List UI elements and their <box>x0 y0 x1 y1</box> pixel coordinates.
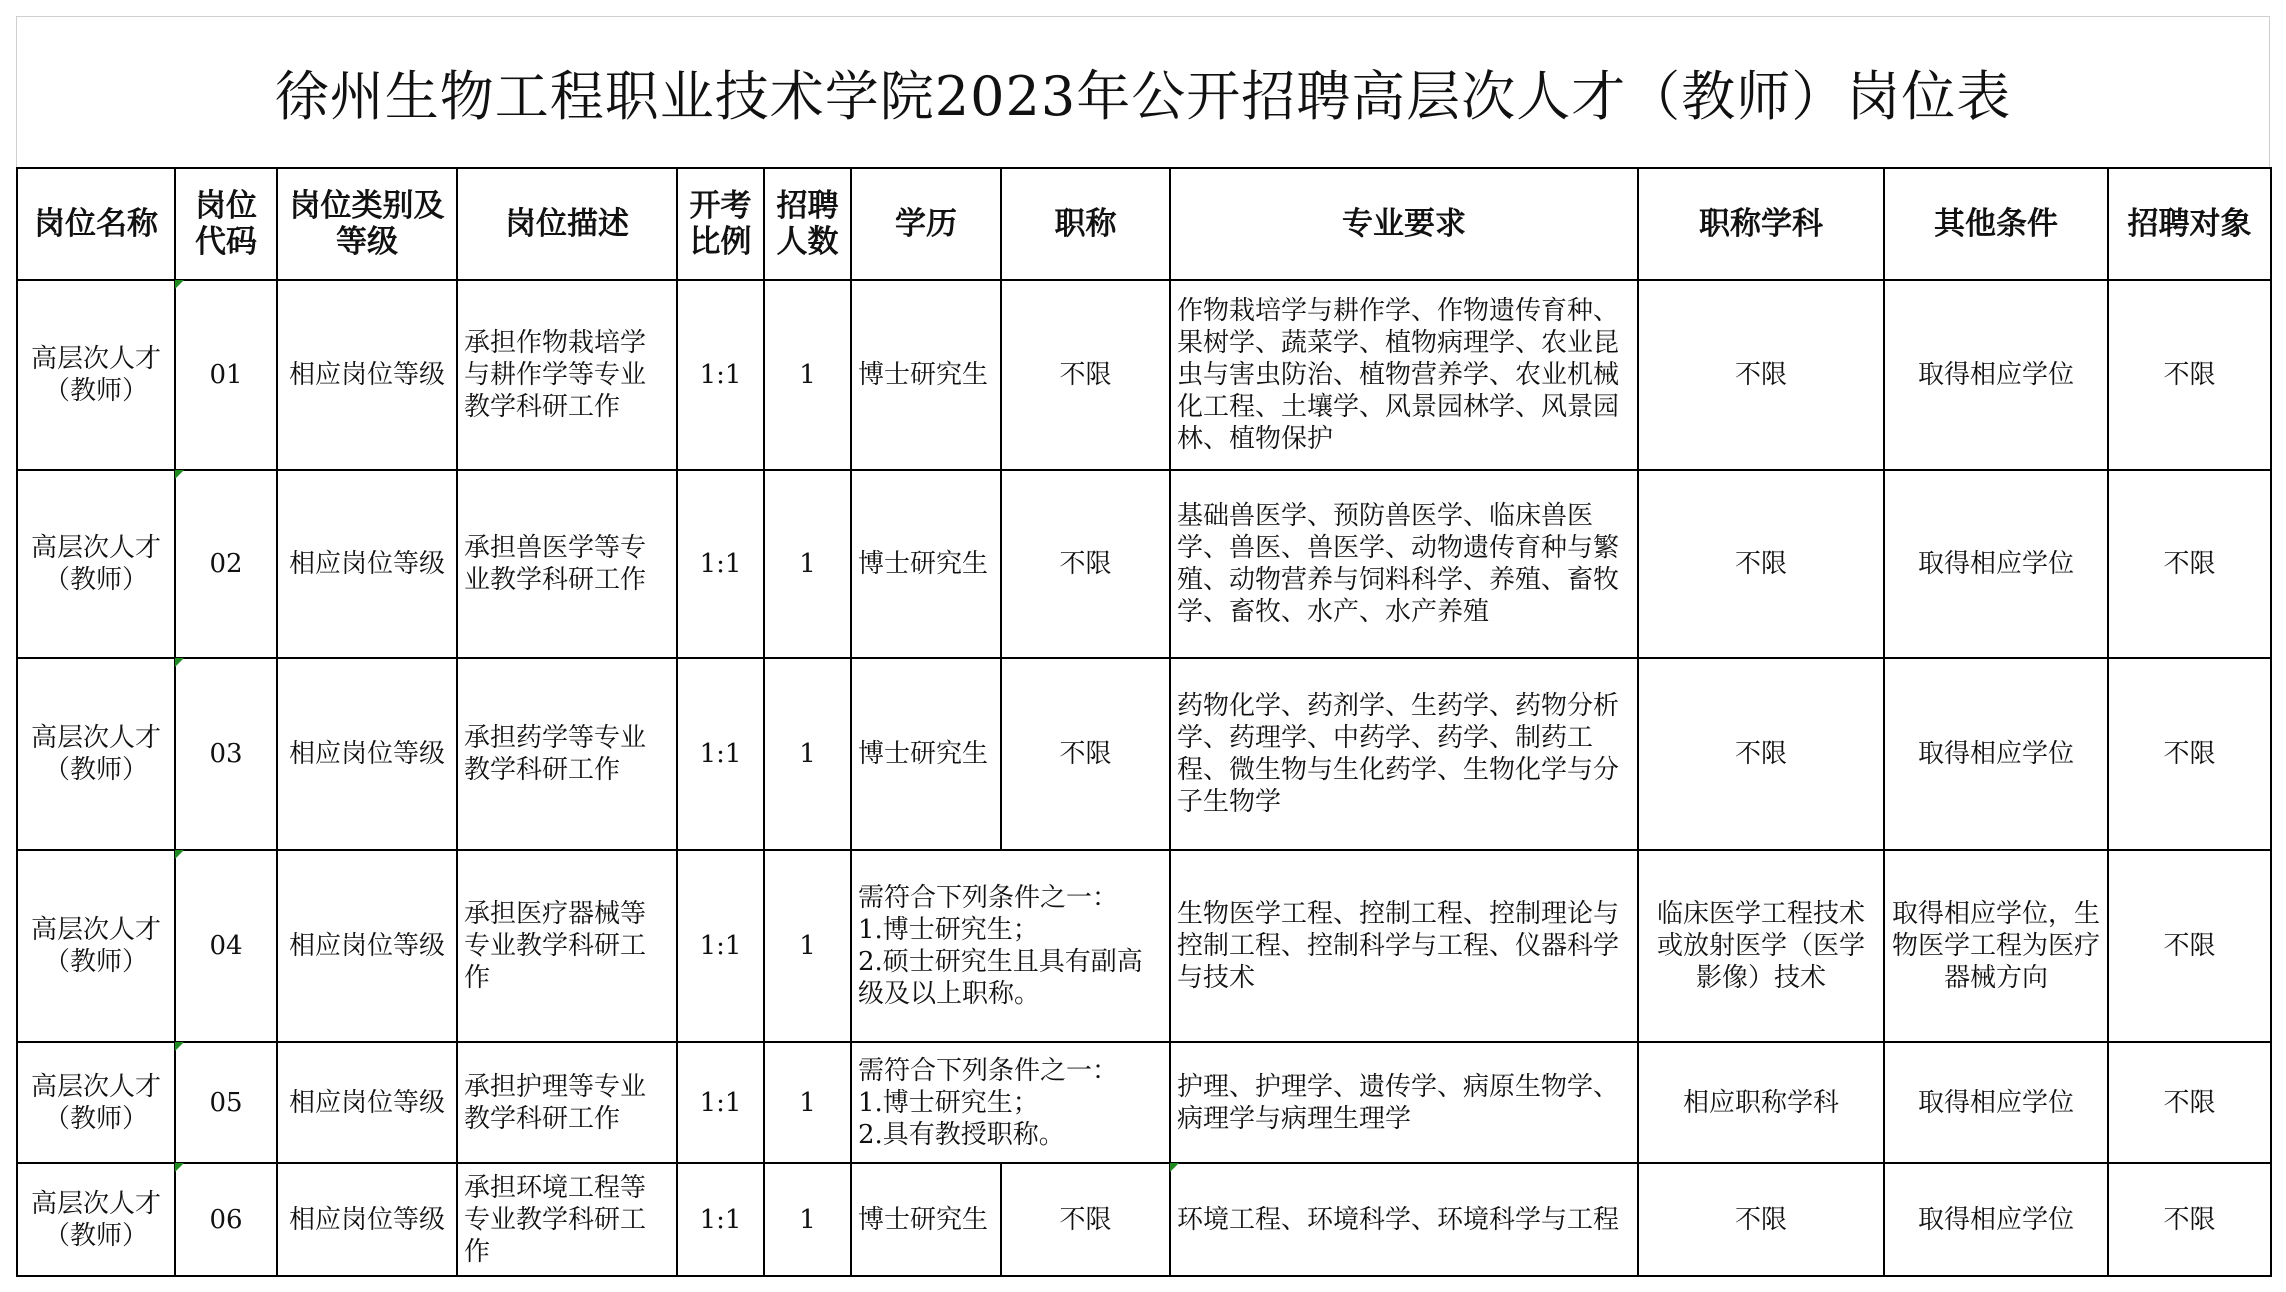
cell-major[interactable]: 护理、护理学、遗传学、病原生物学、病理学与病理生理学 <box>1170 1042 1638 1163</box>
cell-edu-merged[interactable] <box>851 850 1170 1042</box>
cell-count[interactable]: 1 <box>764 658 851 850</box>
cell-category[interactable]: 相应岗位等级 <box>277 280 457 470</box>
cell-count[interactable]: 1 <box>764 850 851 1042</box>
cell-major[interactable]: 生物医学工程、控制工程、控制理论与控制工程、控制科学与工程、仪器科学与技术 <box>1170 850 1638 1042</box>
cell-other[interactable]: 取得相应学位 <box>1884 1042 2108 1163</box>
cell-target[interactable]: 不限 <box>2108 280 2271 470</box>
header-other[interactable]: 其他条件 <box>1884 168 2108 280</box>
header-category[interactable]: 岗位类别及等级 <box>277 168 457 280</box>
cell-target[interactable]: 不限 <box>2108 1042 2271 1163</box>
cell-ratio[interactable]: 1:1 <box>677 1042 764 1163</box>
cell-code[interactable]: 06 <box>175 1163 277 1276</box>
cell-desc[interactable]: 承担医疗器械等专业教学科研工作 <box>457 850 677 1042</box>
header-title[interactable]: 职称 <box>1001 168 1170 280</box>
cell-desc[interactable]: 承担兽医学等专业教学科研工作 <box>457 470 677 658</box>
edu-line: 1.博士研究生； <box>858 1087 1039 1118</box>
positions-table <box>16 167 2272 1277</box>
cell-subject[interactable]: 不限 <box>1638 658 1884 850</box>
table-row <box>17 280 2271 470</box>
cell-edu[interactable]: 博士研究生 <box>851 1163 1001 1276</box>
cell-name[interactable]: 高层次人才（教师） <box>17 280 175 470</box>
cell-count[interactable]: 1 <box>764 1163 851 1276</box>
cell-major[interactable]: 基础兽医学、预防兽医学、临床兽医学、兽医、兽医学、动物遗传育种与繁殖、动物营养与饲料科学、养殖、畜牧学、畜牧、水产、水产养殖 <box>1170 470 1638 658</box>
spreadsheet-sheet <box>16 16 2270 1278</box>
cell-ratio[interactable]: 1:1 <box>677 1163 764 1276</box>
title-cell[interactable] <box>16 16 2270 167</box>
cell-edu[interactable]: 博士研究生 <box>851 280 1001 470</box>
table-row <box>17 1163 2271 1276</box>
header-ratio[interactable]: 开考比例 <box>677 168 764 280</box>
cell-name[interactable]: 高层次人才（教师） <box>17 850 175 1042</box>
edu-line: 2.具有教授职称。 <box>858 1119 1065 1150</box>
header-edu[interactable]: 学历 <box>851 168 1001 280</box>
cell-code[interactable]: 04 <box>175 850 277 1042</box>
cell-edu[interactable]: 博士研究生 <box>851 658 1001 850</box>
cell-subject[interactable]: 相应职称学科 <box>1638 1042 1884 1163</box>
cell-name[interactable]: 高层次人才（教师） <box>17 470 175 658</box>
cell-desc[interactable]: 承担作物栽培学与耕作学等专业教学科研工作 <box>457 280 677 470</box>
header-code[interactable]: 岗位代码 <box>175 168 277 280</box>
cell-ratio[interactable]: 1:1 <box>677 658 764 850</box>
cell-title[interactable]: 不限 <box>1001 470 1170 658</box>
header-count[interactable]: 招聘人数 <box>764 168 851 280</box>
cell-subject[interactable]: 不限 <box>1638 1163 1884 1276</box>
cell-code[interactable]: 03 <box>175 658 277 850</box>
cell-edu-merged[interactable] <box>851 1042 1170 1163</box>
header-name[interactable]: 岗位名称 <box>17 168 175 280</box>
cell-title[interactable]: 不限 <box>1001 658 1170 850</box>
cell-other[interactable]: 取得相应学位 <box>1884 470 2108 658</box>
cell-category[interactable]: 相应岗位等级 <box>277 1163 457 1276</box>
cell-title[interactable]: 不限 <box>1001 1163 1170 1276</box>
cell-category[interactable]: 相应岗位等级 <box>277 1042 457 1163</box>
header-desc[interactable]: 岗位描述 <box>457 168 677 280</box>
cell-other[interactable]: 取得相应学位 <box>1884 658 2108 850</box>
cell-code[interactable]: 01 <box>175 280 277 470</box>
table-row <box>17 658 2271 850</box>
cell-target[interactable]: 不限 <box>2108 850 2271 1042</box>
header-target[interactable]: 招聘对象 <box>2108 168 2271 280</box>
header-row <box>17 168 2271 280</box>
table-row <box>17 470 2271 658</box>
cell-ratio[interactable]: 1:1 <box>677 280 764 470</box>
cell-major[interactable]: 药物化学、药剂学、生药学、药物分析学、药理学、中药学、药学、制药工程、微生物与生化药学、生物化学与分子生物学 <box>1170 658 1638 850</box>
cell-subject[interactable]: 不限 <box>1638 280 1884 470</box>
cell-target[interactable]: 不限 <box>2108 1163 2271 1276</box>
header-major[interactable]: 专业要求 <box>1170 168 1638 280</box>
cell-desc[interactable]: 承担环境工程等专业教学科研工作 <box>457 1163 677 1276</box>
cell-target[interactable]: 不限 <box>2108 658 2271 850</box>
edu-line: 2.硕士研究生且具有副高级及以上职称。 <box>858 947 1143 1009</box>
cell-category[interactable]: 相应岗位等级 <box>277 470 457 658</box>
cell-count[interactable]: 1 <box>764 1042 851 1163</box>
cell-other[interactable]: 取得相应学位 <box>1884 1163 2108 1276</box>
cell-name[interactable]: 高层次人才（教师） <box>17 658 175 850</box>
table-row <box>17 1042 2271 1163</box>
header-subject[interactable]: 职称学科 <box>1638 168 1884 280</box>
cell-desc[interactable]: 承担药学等专业教学科研工作 <box>457 658 677 850</box>
cell-count[interactable]: 1 <box>764 470 851 658</box>
cell-major[interactable]: 作物栽培学与耕作学、作物遗传育种、果树学、蔬菜学、植物病理学、农业昆虫与害虫防治、植物营养学、农业机械化工程、土壤学、风景园林学、风景园林、植物保护 <box>1170 280 1638 470</box>
page-title: 徐州生物工程职业技术学院2023年公开招聘高层次人才（教师）岗位表 <box>274 64 2012 128</box>
cell-subject[interactable]: 不限 <box>1638 470 1884 658</box>
cell-other[interactable]: 取得相应学位 <box>1884 280 2108 470</box>
edu-line: 需符合下列条件之一： <box>858 883 1119 913</box>
cell-name[interactable]: 高层次人才（教师） <box>17 1042 175 1163</box>
cell-code[interactable]: 02 <box>175 470 277 658</box>
cell-major[interactable]: 环境工程、环境科学、环境科学与工程 <box>1170 1163 1638 1276</box>
cell-code[interactable]: 05 <box>175 1042 277 1163</box>
cell-target[interactable]: 不限 <box>2108 470 2271 658</box>
cell-edu[interactable]: 博士研究生 <box>851 470 1001 658</box>
cell-category[interactable]: 相应岗位等级 <box>277 658 457 850</box>
cell-ratio[interactable]: 1:1 <box>677 850 764 1042</box>
cell-subject[interactable]: 临床医学工程技术或放射医学（医学影像）技术 <box>1638 850 1884 1042</box>
cell-title[interactable]: 不限 <box>1001 280 1170 470</box>
cell-count[interactable]: 1 <box>764 280 851 470</box>
cell-name[interactable]: 高层次人才（教师） <box>17 1163 175 1276</box>
cell-ratio[interactable]: 1:1 <box>677 470 764 658</box>
table-row <box>17 850 2271 1042</box>
cell-other[interactable]: 取得相应学位，生物医学工程为医疗器械方向 <box>1884 850 2108 1042</box>
cell-desc[interactable]: 承担护理等专业教学科研工作 <box>457 1042 677 1163</box>
edu-line: 1.博士研究生； <box>858 915 1039 945</box>
cell-category[interactable]: 相应岗位等级 <box>277 850 457 1042</box>
edu-line: 需符合下列条件之一： <box>858 1055 1119 1086</box>
